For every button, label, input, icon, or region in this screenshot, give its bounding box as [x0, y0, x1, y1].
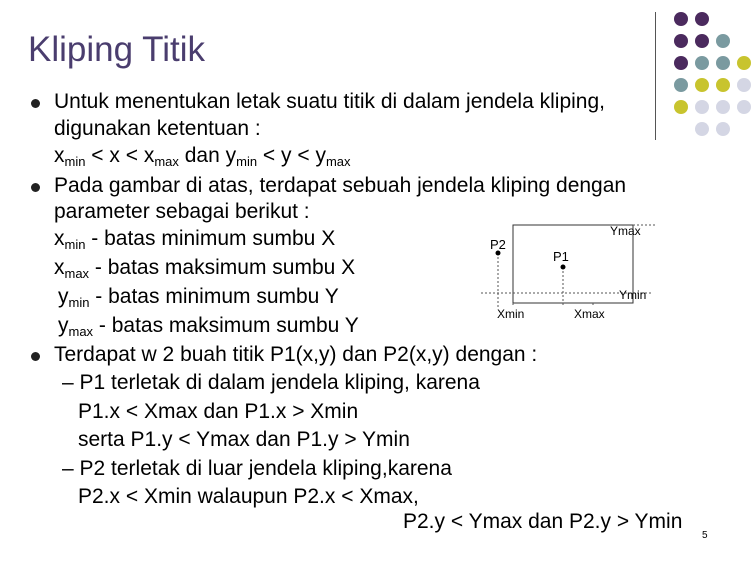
clipping-window-diagram — [476, 210, 666, 325]
bullet1-formula: $x_{min} < x < x_{max}$ dan $y_{min} < y < y_{max}$ — [54, 144, 351, 169]
xmax-label: Xmax — [574, 307, 605, 321]
bullet2-line1: Pada gambar di atas, terdapat sebuah jendela kliping dengan — [54, 174, 627, 197]
bullet-dot — [31, 99, 40, 108]
param-xmax: $x_{max}$ - batas maksimum sumbu X — [54, 256, 356, 281]
bullet-dot — [31, 183, 40, 192]
bullet1-line1: Untuk menentukan letak suatu titik di dalam jendela kliping, — [54, 90, 605, 113]
param-ymax: $y_{max}$ - batas maksimum sumbu Y — [58, 314, 359, 339]
bullet1-line2: digunakan ketentuan : — [54, 117, 261, 140]
xmin-label: Xmin — [497, 307, 525, 321]
bullet3-sub2: – P2 terletak di luar jendela kliping,karena — [62, 457, 452, 480]
decorative-divider — [655, 12, 656, 140]
ymax-label: Ymax — [610, 224, 641, 238]
bullet3-sub1b: serta P1.y < Ymax dan P1.y > Ymin — [78, 428, 410, 451]
p1-label: P1 — [553, 249, 569, 264]
bullet3-sub1a: P1.x < Xmax dan P1.x > Xmin — [78, 400, 359, 423]
bullet2-line2: parameter sebagai berikut : — [54, 200, 310, 223]
ymin-label: Ymin — [619, 288, 647, 302]
p1-point — [561, 265, 566, 270]
bullet3-sub2a: P2.x < Xmin walaupun P2.x < Xmax, — [78, 485, 419, 508]
page-number: 5 — [702, 530, 708, 541]
bullet3-line1: Terdapat w 2 buah titik P1(x,y) dan P2(x,y) dengan : — [54, 343, 538, 366]
bullet3-sub2b: P2.y < Ymax dan P2.y > Ymin — [403, 510, 683, 533]
param-ymin: $y_{min}$ - batas minimum sumbu Y — [58, 285, 339, 310]
bullet-dot — [31, 352, 40, 361]
p2-label: P2 — [490, 237, 506, 252]
page-title: Kliping Titik — [28, 30, 206, 69]
bullet3-sub1: – P1 terletak di dalam jendela kliping, karena — [62, 371, 480, 394]
param-xmin: $x_{min}$ - batas minimum sumbu X — [54, 227, 336, 252]
